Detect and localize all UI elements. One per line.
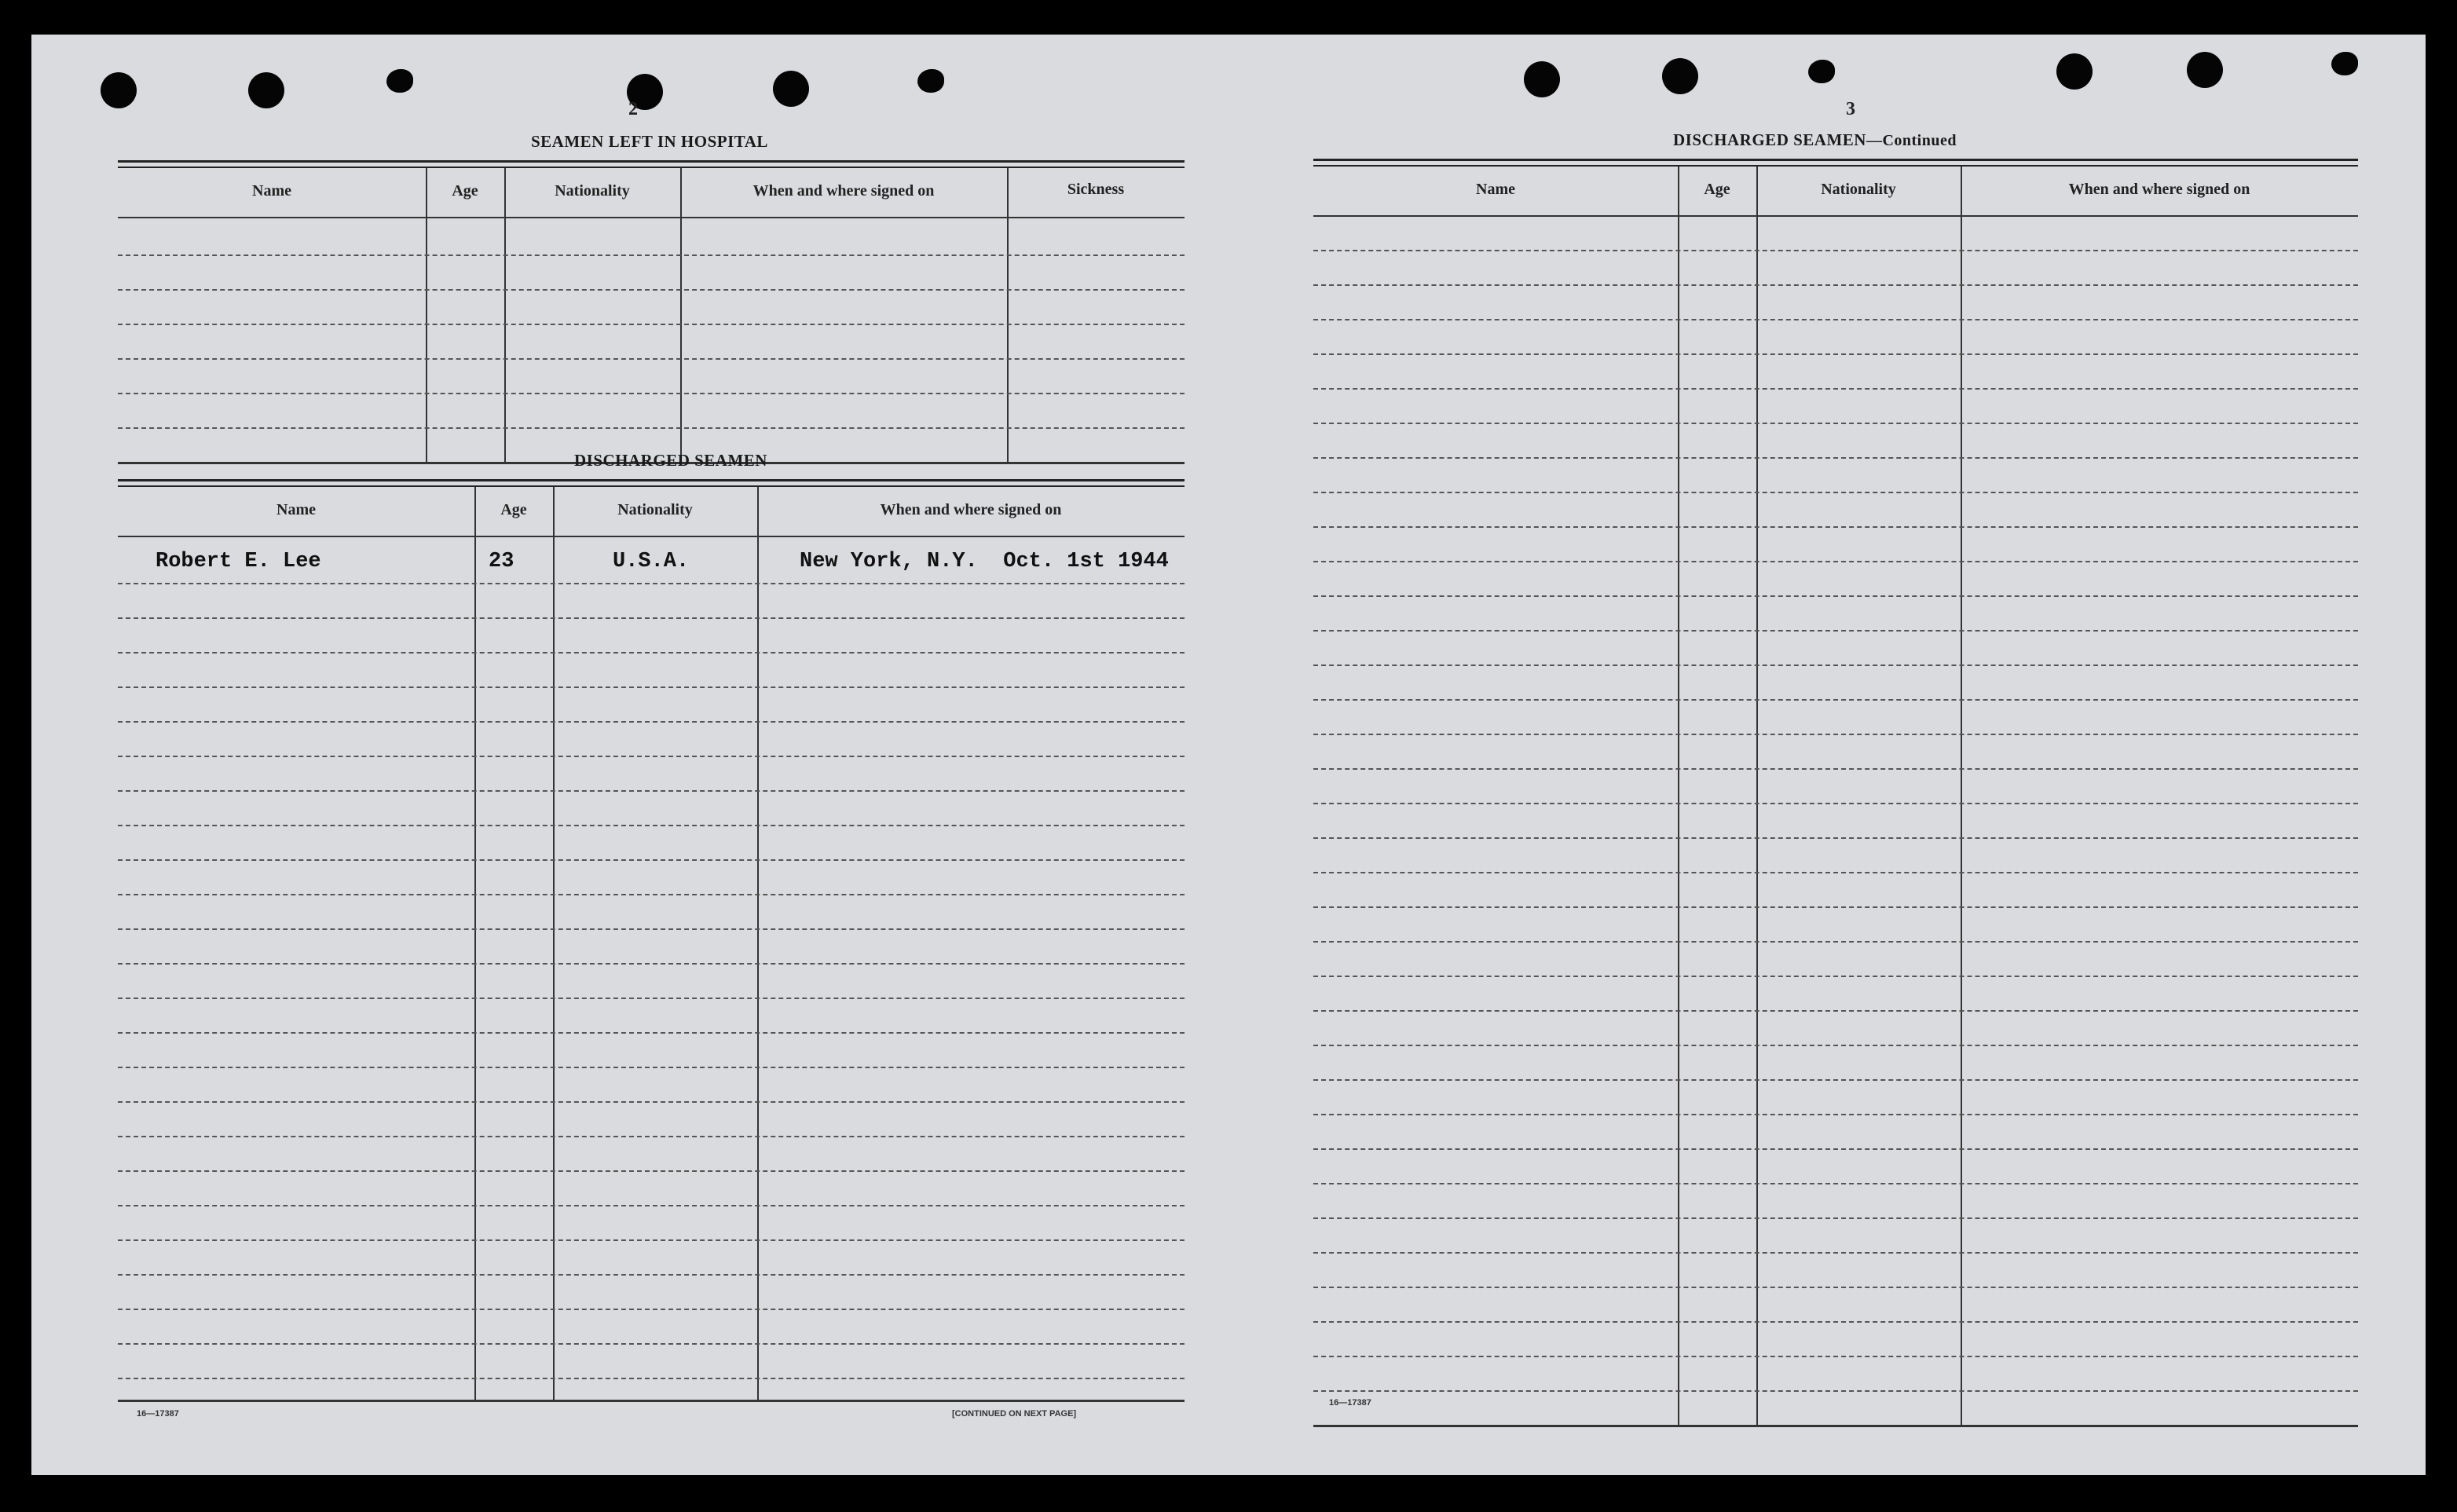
ruled-line: [1313, 1252, 2358, 1254]
ruled-line: [1313, 1045, 2358, 1046]
page-number: 3: [1846, 99, 1855, 119]
ruled-line: [118, 894, 1185, 895]
ruled-line: [118, 686, 1185, 688]
hospital-table: [118, 160, 1185, 463]
ruled-line: [118, 1309, 1185, 1310]
col-header-nationality: Nationality: [1821, 181, 1896, 198]
ruled-line: [1313, 1183, 2358, 1184]
ruled-line: [118, 1274, 1185, 1276]
form-code: 16—17387: [137, 1409, 179, 1419]
col-header-signed-on: When and where signed on: [752, 182, 935, 200]
discharged-section-title: DISCHARGED SEAMEN: [574, 451, 767, 470]
ruled-line: [1313, 1390, 2358, 1392]
entry-nationality: U.S.A.: [613, 550, 690, 573]
punch-hole: [2187, 52, 2223, 88]
ruled-line: [1313, 492, 2358, 493]
ruled-line: [1313, 976, 2358, 977]
ruled-line: [118, 617, 1185, 619]
title-main: DISCHARGED SEAMEN: [1673, 130, 1866, 149]
ruled-line: [1313, 388, 2358, 390]
ruled-line: [1313, 1114, 2358, 1115]
ruled-line: [1313, 319, 2358, 320]
document-sheet: [31, 35, 2426, 1475]
ruled-line: [1313, 734, 2358, 735]
ruled-line: [118, 928, 1185, 930]
ruled-line: [118, 583, 1185, 584]
ruled-line: [118, 1032, 1185, 1034]
ruled-line: [118, 1343, 1185, 1345]
ruled-line: [118, 1101, 1185, 1103]
ruled-line: [1313, 353, 2358, 355]
col-header-nationality: Nationality: [555, 182, 630, 200]
col-header-age: Age: [1704, 181, 1730, 198]
ruled-line: [118, 790, 1185, 792]
col-header-signed-on: When and where signed on: [2068, 181, 2250, 198]
ruled-line: [118, 1378, 1185, 1379]
ruled-line: [1313, 664, 2358, 666]
col-header-age: Age: [500, 501, 527, 518]
ruled-line: [118, 963, 1185, 965]
col-header-name: Name: [1476, 181, 1515, 198]
ruled-line: [1313, 803, 2358, 804]
ruled-line: [118, 1205, 1185, 1206]
discharged-table: [118, 479, 1185, 1403]
ruled-line: [1313, 457, 2358, 459]
ruled-line: [1313, 906, 2358, 908]
punch-hole: [773, 71, 809, 107]
ruled-line: [118, 1239, 1185, 1241]
punch-hole: [101, 72, 137, 108]
col-header-age: Age: [452, 182, 478, 200]
col-header-sickness: Sickness: [1067, 181, 1125, 198]
ruled-line: [118, 721, 1185, 723]
ruled-line: [1313, 1356, 2358, 1357]
ruled-line: [1313, 1287, 2358, 1288]
punch-hole: [1524, 61, 1560, 97]
ruled-line: [1313, 768, 2358, 770]
ruled-line: [1313, 1010, 2358, 1012]
col-header-signed-on: When and where signed on: [880, 501, 1062, 518]
punch-hole: [248, 72, 284, 108]
punch-hole: [386, 69, 413, 93]
ruled-line: [118, 859, 1185, 861]
entry-signed-on: New York, N.Y. Oct. 1st 1944: [800, 550, 1169, 573]
ruled-line: [118, 756, 1185, 757]
punch-hole: [2056, 53, 2093, 90]
ruled-line: [118, 1136, 1185, 1137]
ruled-line: [1313, 284, 2358, 286]
entry-name: Robert E. Lee: [156, 550, 321, 573]
ruled-line: [118, 998, 1185, 999]
punch-hole: [1662, 58, 1698, 94]
col-header-name: Name: [276, 501, 316, 518]
continued-note: [CONTINUED ON NEXT PAGE]: [952, 1409, 1077, 1419]
ruled-line: [118, 652, 1185, 653]
ruled-line: [1313, 423, 2358, 424]
ruled-line: [1313, 1148, 2358, 1150]
ruled-line: [1313, 872, 2358, 873]
discharged-continued-table: [1313, 159, 2358, 1428]
page-number: 2: [628, 99, 638, 119]
ruled-line: [1313, 699, 2358, 701]
punch-hole: [2331, 52, 2358, 75]
ruled-line: [1313, 837, 2358, 839]
ruled-line: [118, 1067, 1185, 1068]
ruled-line: [118, 1170, 1185, 1172]
ruled-line: [1313, 595, 2358, 597]
ruled-line: [118, 825, 1185, 826]
title-continued: —Continued: [1866, 132, 1957, 149]
ruled-line: [1313, 561, 2358, 562]
ruled-line: [1313, 630, 2358, 632]
ruled-line: [1313, 1321, 2358, 1323]
ruled-line: [1313, 1217, 2358, 1219]
ruled-line: [1313, 1079, 2358, 1081]
punch-hole: [1808, 60, 1835, 83]
hospital-section-title: SEAMEN LEFT IN HOSPITAL: [531, 132, 768, 151]
col-header-nationality: Nationality: [617, 501, 693, 518]
punch-hole: [917, 69, 944, 93]
entry-age: 23: [489, 550, 514, 573]
ruled-line: [1313, 526, 2358, 528]
discharged-continued-title: [1673, 130, 2066, 150]
form-code: 16—17387: [1329, 1398, 1371, 1408]
ruled-line: [1313, 941, 2358, 943]
ruled-line: [1313, 250, 2358, 251]
col-header-name: Name: [252, 182, 291, 200]
